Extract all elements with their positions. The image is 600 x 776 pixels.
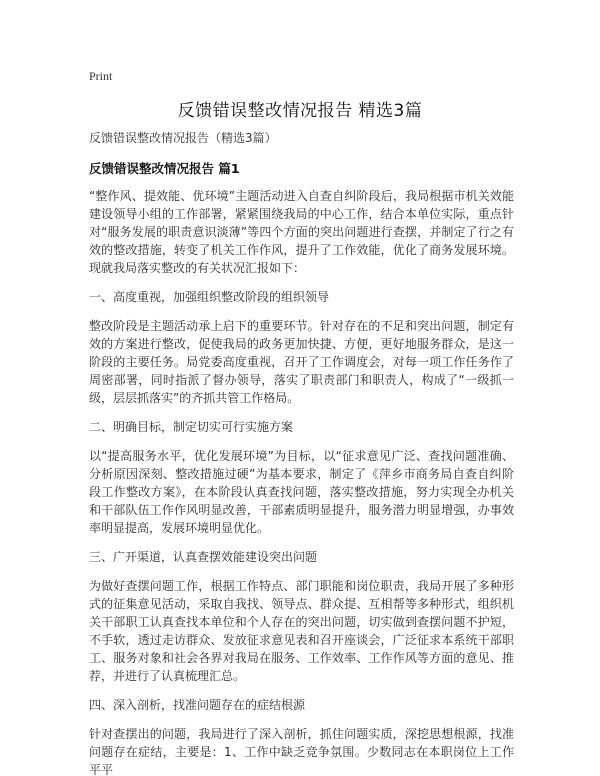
heading-goals: 二、明确目标，制定切实可行实施方案 bbox=[89, 420, 294, 434]
paragraph-organization: 整改阶段是主题活动承上启下的重要环节。针对存在的不足和突出问题，制定有效的方案进行整改，促使我局的政务更加快捷、方便，更好地服务群众，是这一阶段的主要任务。局党委高度重视，召开了工作调度会，对每一项工作任务作了周密部署，同时指派了督办领导，落实了职责部门和职责人，构成了“一级抓一级，层层抓落实”的齐抓共管工作格局。 bbox=[89, 319, 514, 405]
paragraph-channels: 为做好查摆问题工作，根据工作特点、部门职能和岗位职责，我局开展了多种形式的征集意见活动，采取自我找、领导点、群众提、互相帮等多种形式，组织机关干部职工认真查找本单位和个人存在的突出问题，切实做到查摆问题不护短，不手软，透过走访群众、发放征求意见表和召开座谈会，广泛征求本系统干部职工、服务对象和社会各界对我局在服务、工作效率、工作作风等方面的意见、推荐，并进行了认真梳理汇总。 bbox=[89, 579, 514, 683]
paragraph-analysis: 针对查摆出的问题，我局进行了深入剖析，抓住问题实质，深挖思想根源，找准问题存在症结，主要是：1、工作中缺乏竞争氛围。少数同志在本职岗位上工作平平 bbox=[89, 727, 514, 776]
page-title: 反馈错误整改情况报告 精选3篇 bbox=[177, 101, 423, 121]
document-subtitle: 反馈错误整改情况报告（精选3篇） bbox=[89, 131, 277, 145]
heading-channels: 三、广开渠道，认真查摆效能建设突出问题 bbox=[89, 550, 318, 564]
document-body bbox=[89, 130, 514, 776]
section-heading: 反馈错误整改情况报告 篇1 bbox=[89, 161, 240, 176]
intro-paragraph: “整作风、提效能、优环境”主题活动进入自查自纠阶段后，我局根据市机关效能建设领导小组的工作部署，紧紧围绕我局的中心工作，结合本单位实际，重点针对“服务发展的职责意识淡薄”等四个方面的突出问题进行查摆，并制定了行之有效的整改措施，转变了机关工作作风，提升了工作效能，优化了商务发展环境。现就我局落实整改的有关状况汇报如下： bbox=[89, 189, 514, 275]
heading-analysis: 四、深入剖析，找准问题存在的症结根源 bbox=[89, 698, 306, 712]
heading-organization: 一、高度重视，加强组织整改阶段的组织领导 bbox=[89, 290, 330, 304]
print-link[interactable]: Print bbox=[89, 69, 113, 83]
paragraph-goals: 以“提高服务水平，优化发展环境”为目标，以“征求意见广泛、查找问题准确、分析原因深刻、整改措施过硬”为基本要求，制定了《萍乡市商务局自查自纠阶段工作整改方案》，在本阶段认真查找问题，落实整改措施，努力实现全办机关和干部队伍工作作风明显改善，干部素质明显提升，服务潜力明显增强，办事效率明显提高，发展环境明显优化。 bbox=[89, 449, 514, 535]
